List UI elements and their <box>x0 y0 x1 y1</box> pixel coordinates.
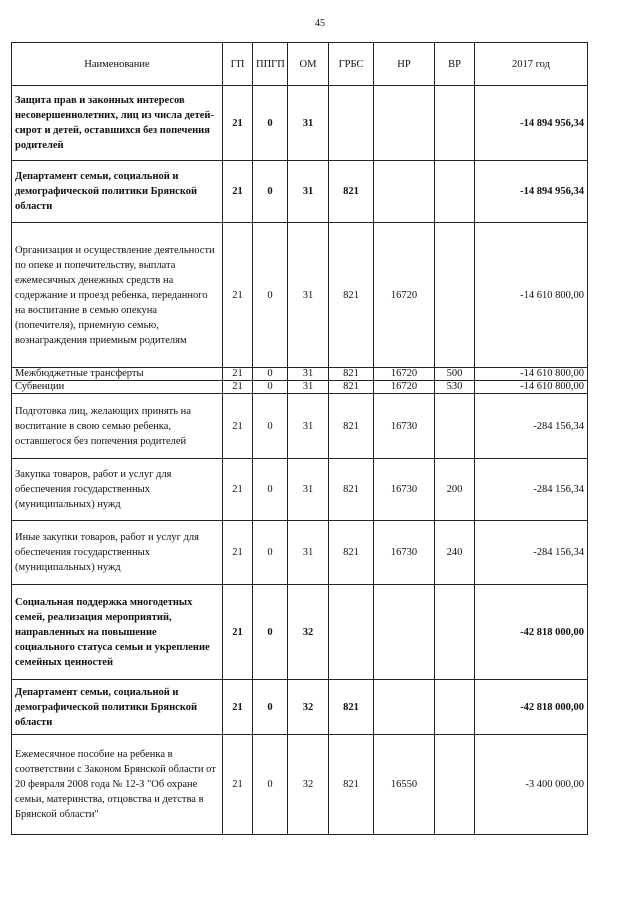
row-pgp: 0 <box>253 680 288 735</box>
row-grbs: 821 <box>329 381 374 394</box>
header-pgp: ППГП <box>253 43 288 86</box>
row-om: 32 <box>288 735 329 835</box>
table-row <box>12 368 588 381</box>
row-om: 31 <box>288 86 329 161</box>
row-om: 31 <box>288 459 329 521</box>
row-name: Ежемесячное пособие на ребенка в соответствии с Законом Брянской области от 20 февраля 2008 года № 12-З "Об охране семьи, материнства, отцовства и детства в Брянской области" <box>12 735 223 835</box>
row-vr <box>435 735 475 835</box>
row-name: Подготовка лиц, желающих принять на воспитание в свою семью ребенка, оставшегося без попечения родителей <box>12 394 223 459</box>
row-pgp: 0 <box>253 735 288 835</box>
row-amount: -284 156,34 <box>475 521 588 585</box>
row-amount: -14 610 800,00 <box>475 368 588 381</box>
row-om: 32 <box>288 585 329 680</box>
row-gp: 21 <box>223 161 253 223</box>
row-name: Субвенции <box>12 381 223 394</box>
row-om: 31 <box>288 381 329 394</box>
row-vr <box>435 585 475 680</box>
row-vr: 530 <box>435 381 475 394</box>
row-pgp: 0 <box>253 223 288 368</box>
table-row <box>12 585 588 680</box>
row-name: Защита прав и законных интересов несовершеннолетних, лиц из числа детей-сирот и детей, оставшихся без попечения родителей <box>12 86 223 161</box>
row-grbs: 821 <box>329 368 374 381</box>
row-nr <box>374 585 435 680</box>
row-om: 32 <box>288 680 329 735</box>
row-vr: 500 <box>435 368 475 381</box>
row-gp: 21 <box>223 521 253 585</box>
header-om: ОМ <box>288 43 329 86</box>
row-amount: -42 818 000,00 <box>475 585 588 680</box>
row-name: Департамент семьи, социальной и демографической политики Брянской области <box>12 680 223 735</box>
row-grbs: 821 <box>329 459 374 521</box>
row-vr <box>435 161 475 223</box>
row-pgp: 0 <box>253 585 288 680</box>
row-pgp: 0 <box>253 459 288 521</box>
row-grbs: 821 <box>329 223 374 368</box>
row-nr <box>374 161 435 223</box>
budget-table <box>11 42 588 835</box>
row-amount: -14 894 956,34 <box>475 161 588 223</box>
row-grbs: 821 <box>329 394 374 459</box>
row-grbs: 821 <box>329 735 374 835</box>
table-row <box>12 86 588 161</box>
row-vr: 200 <box>435 459 475 521</box>
header-gp: ГП <box>223 43 253 86</box>
row-name: Закупка товаров, работ и услуг для обеспечения государственных (муниципальных) нужд <box>12 459 223 521</box>
row-pgp: 0 <box>253 161 288 223</box>
header-nr: НР <box>374 43 435 86</box>
header-year: 2017 год <box>475 43 588 86</box>
row-gp: 21 <box>223 459 253 521</box>
table-row <box>12 381 588 394</box>
row-name: Социальная поддержка многодетных семей, реализация мероприятий, направленных на повышение социального статуса семьи и укрепление семейных ценностей <box>12 585 223 680</box>
row-gp: 21 <box>223 368 253 381</box>
row-amount: -42 818 000,00 <box>475 680 588 735</box>
page-number: 45 <box>315 18 325 29</box>
table-row <box>12 735 588 835</box>
row-gp: 21 <box>223 394 253 459</box>
row-grbs: 821 <box>329 521 374 585</box>
row-name: Иные закупки товаров, работ и услуг для обеспечения государственных (муниципальных) нужд <box>12 521 223 585</box>
row-om: 31 <box>288 223 329 368</box>
table-row <box>12 521 588 585</box>
row-grbs <box>329 86 374 161</box>
row-pgp: 0 <box>253 381 288 394</box>
row-amount: -14 894 956,34 <box>475 86 588 161</box>
row-amount: -14 610 800,00 <box>475 381 588 394</box>
row-gp: 21 <box>223 381 253 394</box>
row-grbs <box>329 585 374 680</box>
table-row <box>12 394 588 459</box>
row-vr <box>435 394 475 459</box>
row-vr <box>435 86 475 161</box>
row-pgp: 0 <box>253 521 288 585</box>
header-name: Наименование <box>12 43 223 86</box>
table-row <box>12 161 588 223</box>
row-nr: 16730 <box>374 394 435 459</box>
table-header-row <box>12 43 588 86</box>
table-row <box>12 223 588 368</box>
row-nr: 16730 <box>374 459 435 521</box>
header-grbs: ГРБС <box>329 43 374 86</box>
row-pgp: 0 <box>253 368 288 381</box>
header-vr: ВР <box>435 43 475 86</box>
row-amount: -14 610 800,00 <box>475 223 588 368</box>
row-vr <box>435 223 475 368</box>
row-name: Организация и осуществление деятельности по опеке и попечительству, выплата ежемесячных денежных средств на содержание и проезд ребенка, переданного на воспитание в семью опекуна (попечителя), приемную семью, вознаграждения приемным родителям <box>12 223 223 368</box>
row-om: 31 <box>288 368 329 381</box>
row-grbs: 821 <box>329 161 374 223</box>
row-om: 31 <box>288 394 329 459</box>
table-row <box>12 680 588 735</box>
row-nr <box>374 680 435 735</box>
row-nr: 16720 <box>374 223 435 368</box>
row-nr: 16730 <box>374 521 435 585</box>
row-nr: 16720 <box>374 368 435 381</box>
row-pgp: 0 <box>253 394 288 459</box>
row-grbs: 821 <box>329 680 374 735</box>
row-gp: 21 <box>223 585 253 680</box>
row-pgp: 0 <box>253 86 288 161</box>
row-gp: 21 <box>223 223 253 368</box>
row-gp: 21 <box>223 86 253 161</box>
table-row <box>12 459 588 521</box>
row-om: 31 <box>288 161 329 223</box>
row-name: Межбюджетные трансферты <box>12 368 223 381</box>
row-nr <box>374 86 435 161</box>
row-om: 31 <box>288 521 329 585</box>
row-name: Департамент семьи, социальной и демографической политики Брянской области <box>12 161 223 223</box>
row-vr <box>435 680 475 735</box>
row-gp: 21 <box>223 680 253 735</box>
row-nr: 16550 <box>374 735 435 835</box>
row-amount: -284 156,34 <box>475 394 588 459</box>
row-vr: 240 <box>435 521 475 585</box>
row-amount: -284 156,34 <box>475 459 588 521</box>
row-gp: 21 <box>223 735 253 835</box>
row-nr: 16720 <box>374 381 435 394</box>
row-amount: -3 400 000,00 <box>475 735 588 835</box>
